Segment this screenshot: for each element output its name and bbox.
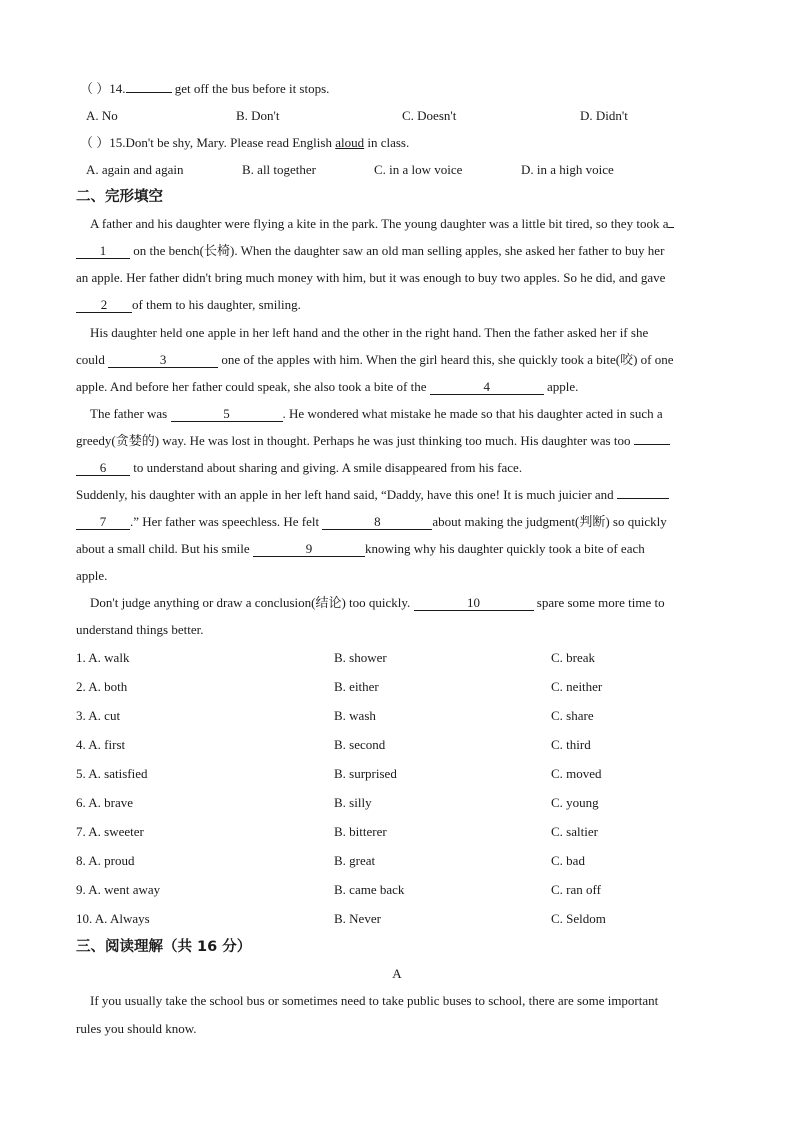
choice-row xyxy=(76,707,716,725)
passage-line xyxy=(76,621,720,639)
option-a: A. again and again xyxy=(86,162,184,177)
option-b: B. either xyxy=(334,679,379,694)
passage-text: on the bench(长椅). When the daughter saw an old man selling apples, she asked her father to buy her xyxy=(130,243,665,258)
reading-line: If you usually take the school bus or sometimes need to take public buses to school, there are some important xyxy=(90,993,659,1008)
option-b: B. shower xyxy=(334,650,387,665)
blank-line xyxy=(634,444,670,445)
choice-row xyxy=(76,794,716,812)
blank-line xyxy=(668,227,674,228)
option-c: C. Doesn't xyxy=(402,108,457,123)
choice-row xyxy=(76,765,716,783)
passage-line xyxy=(76,432,720,450)
option-b: B. bitterer xyxy=(334,824,387,839)
passage-line xyxy=(76,269,720,287)
option-c: C. in a low voice xyxy=(374,162,463,177)
answer-blank xyxy=(126,92,172,93)
blank-5 xyxy=(171,406,283,422)
blank-number: 5 xyxy=(223,406,230,421)
passage-line xyxy=(76,513,720,531)
option-b: B. Don't xyxy=(236,108,280,123)
question-number: 14. xyxy=(109,81,126,96)
passage-text: A father and his daughter were flying a kite in the park. The young daughter was a little bit tired, so they took a xyxy=(90,216,669,231)
option-b: B. came back xyxy=(334,882,405,897)
option-b: B. second xyxy=(334,737,386,752)
question-text: in class. xyxy=(364,135,410,150)
passage-line xyxy=(76,594,720,612)
blank-number: 2 xyxy=(100,297,108,312)
blank-6 xyxy=(76,460,130,476)
answer-paren: （ ） xyxy=(80,135,110,150)
option-a: 10. A. Always xyxy=(76,911,150,926)
blank-number: 8 xyxy=(374,514,381,529)
option-b: B. silly xyxy=(334,795,372,810)
blank-9 xyxy=(253,541,365,557)
passage-line xyxy=(76,567,720,585)
blank-8 xyxy=(322,514,432,530)
option-b: B. surprised xyxy=(334,766,397,781)
choice-row xyxy=(76,881,716,899)
passage-text: Don't judge anything or draw a conclusion(结论) too quickly. xyxy=(90,595,414,610)
option-a: A. No xyxy=(86,108,118,123)
passage-text: of them to his daughter, smiling. xyxy=(132,297,301,312)
passage-line xyxy=(76,540,720,558)
passage-line xyxy=(76,378,720,396)
passage-text: apple. xyxy=(543,379,579,394)
option-c: C. Seldom xyxy=(551,911,606,926)
blank-number: 10 xyxy=(467,595,481,610)
passage-line xyxy=(76,324,720,342)
passage-label: A xyxy=(392,966,402,981)
option-c: C. moved xyxy=(551,766,602,781)
passage-text: . He wondered what mistake he made so that his daughter acted in such a xyxy=(282,406,663,421)
option-c: C. saltier xyxy=(551,824,598,839)
answer-paren: （ ） xyxy=(80,81,110,96)
option-c: C. share xyxy=(551,708,594,723)
option-b: B. great xyxy=(334,853,376,868)
passage-text: about making the judgment(判断) so quickly xyxy=(432,514,667,529)
option-a: 2. A. both xyxy=(76,679,128,694)
option-a: 3. A. cut xyxy=(76,708,121,723)
passage-text: Suddenly, his daughter with an apple in her left hand said, “Daddy, have this one! It is much juicier and xyxy=(76,487,617,502)
passage-line xyxy=(76,459,720,477)
blank-number: 9 xyxy=(305,541,313,556)
question-15 xyxy=(80,134,720,152)
choice-row xyxy=(76,910,716,928)
option-c: C. neither xyxy=(551,679,603,694)
option-a: 1. A. walk xyxy=(76,650,130,665)
option-a: 4. A. first xyxy=(76,737,126,752)
blank-number: 6 xyxy=(99,460,107,475)
passage-text: greedy(贪婪的) way. He was lost in thought. Perhaps he was just thinking too much. His daughter was too xyxy=(76,433,634,448)
section-heading-cloze: 二、完形填空 xyxy=(76,189,163,205)
choice-row xyxy=(76,852,716,870)
option-b: B. Never xyxy=(334,911,381,926)
option-a: 5. A. satisfied xyxy=(76,766,148,781)
option-c: C. bad xyxy=(551,853,585,868)
passage-text: spare some more time to xyxy=(533,595,665,610)
section-heading-reading: 三、阅读理解（共 16 分） xyxy=(76,939,252,955)
passage-line xyxy=(76,405,720,423)
blank-number: 4 xyxy=(483,379,491,394)
option-a: 7. A. sweeter xyxy=(76,824,144,839)
option-c: C. third xyxy=(551,737,591,752)
blank-number: 3 xyxy=(159,352,167,367)
passage-text: about a small child. But his smile xyxy=(76,541,253,556)
reading-line: rules you should know. xyxy=(76,1021,197,1036)
choice-row xyxy=(76,678,716,696)
passage-text: His daughter held one apple in her left hand and the other in the right hand. Then the father asked her if she xyxy=(90,325,649,340)
option-d: D. Didn't xyxy=(580,108,628,123)
question-text: get off the bus before it stops. xyxy=(171,81,330,96)
blank-3 xyxy=(108,352,218,368)
passage-text: an apple. Her father didn't bring much money with him, but it was enough to buy two apples. So he did, and gave xyxy=(76,270,666,285)
question-text: 15.Don't be shy, Mary. Please read English xyxy=(109,135,336,150)
question-14 xyxy=(80,80,720,98)
passage-text: one of the apples with him. When the girl heard this, she quickly took a bite(咬) of one xyxy=(218,352,674,367)
blank-number: 1 xyxy=(99,243,107,258)
blank-7 xyxy=(76,514,130,530)
passage-text: understand things better. xyxy=(76,622,204,637)
option-b: B. wash xyxy=(334,708,376,723)
passage-text: apple. xyxy=(76,568,108,583)
choice-row xyxy=(76,823,716,841)
blank-4 xyxy=(430,379,544,395)
blank-number: 7 xyxy=(99,514,107,529)
choice-row xyxy=(76,649,716,667)
option-a: 9. A. went away xyxy=(76,882,161,897)
option-c: C. break xyxy=(551,650,596,665)
passage-line xyxy=(76,296,720,314)
passage-text: The father was xyxy=(90,406,171,421)
option-a: 8. A. proud xyxy=(76,853,135,868)
option-b: B. all together xyxy=(242,162,317,177)
passage-text: could xyxy=(76,352,109,367)
choice-row xyxy=(76,736,716,754)
blank-10 xyxy=(414,595,534,611)
passage-text: knowing why his daughter quickly took a bite of each xyxy=(364,541,645,556)
passage-line xyxy=(76,215,720,233)
option-d: D. in a high voice xyxy=(521,162,614,177)
passage-line xyxy=(76,242,720,260)
passage-text: .” Her father was speechless. He felt xyxy=(130,514,323,529)
option-a: 6. A. brave xyxy=(76,795,134,810)
blank-2 xyxy=(76,297,132,313)
passage-text: apple. And before her father could speak, she also took a bite of the xyxy=(76,379,430,394)
passage-line xyxy=(76,486,720,504)
blank-line xyxy=(617,498,669,499)
passage-line xyxy=(76,351,720,369)
underlined-word: aloud xyxy=(335,135,365,150)
passage-text: to understand about sharing and giving. A smile disappeared from his face. xyxy=(130,460,523,475)
option-c: C. ran off xyxy=(551,882,601,897)
option-c: C. young xyxy=(551,795,599,810)
blank-1 xyxy=(76,243,130,259)
